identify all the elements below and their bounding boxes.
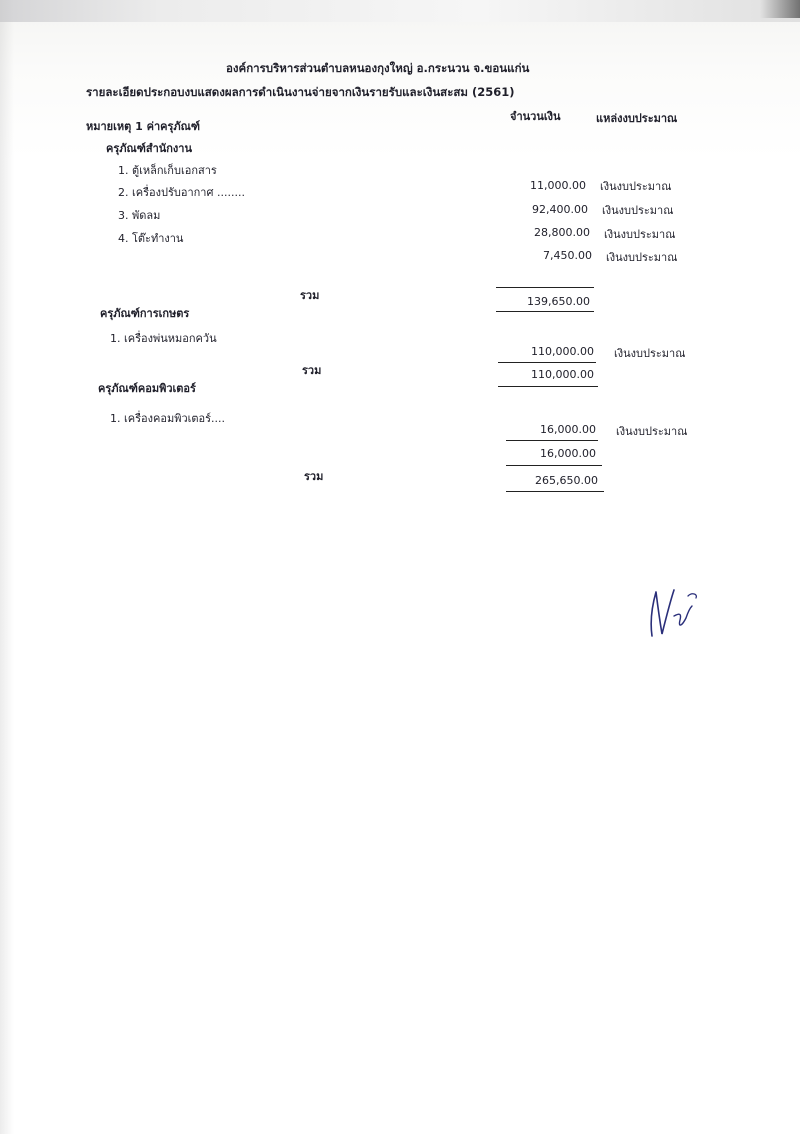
- item-source: เงินงบประมาณ: [616, 425, 688, 438]
- item-amount: 11,000.00: [530, 179, 586, 192]
- report-subtitle: รายละเอียดประกอบงบแสดงผลการดำเนินงานจ่ายจากเงินรายรับและเงินสะสม (2561): [86, 85, 515, 99]
- item-amount: 16,000.00: [540, 423, 596, 436]
- paper-left-shadow: [0, 0, 14, 1134]
- item-label: 4. โต๊ะทำงาน: [118, 232, 184, 245]
- column-header-amount: จำนวนเงิน: [510, 110, 561, 123]
- total-rule-bottom: [498, 386, 598, 387]
- section-total-amount: 139,650.00: [527, 295, 590, 308]
- item-amount: 92,400.00: [532, 203, 588, 216]
- note-heading: หมายเหตุ 1 ค่าครุภัณฑ์: [86, 120, 200, 133]
- grand-total-amount: 265,650.00: [535, 474, 598, 487]
- total-rule-top: [496, 287, 594, 288]
- item-label: 1. เครื่องพ่นหมอกควัน: [110, 332, 217, 345]
- grand-total-rule-bottom: [506, 491, 604, 492]
- paper-top-edge: [0, 0, 800, 22]
- section-title-agriculture: ครุภัณฑ์การเกษตร: [100, 307, 190, 320]
- item-label: 1. เครื่องคอมพิวเตอร์....: [110, 412, 226, 425]
- item-source: เงินงบประมาณ: [600, 180, 672, 193]
- section-title-computer: ครุภัณฑ์คอมพิวเตอร์: [98, 382, 196, 395]
- handwritten-signature: [640, 582, 720, 642]
- section-total-label: รวม: [302, 364, 322, 377]
- total-rule-top: [498, 362, 596, 363]
- grand-total-rule-top: [506, 465, 602, 466]
- section-title-office: ครุภัณฑ์สำนักงาน: [106, 142, 192, 155]
- item-amount: 110,000.00: [531, 345, 594, 358]
- item-source: เงินงบประมาณ: [606, 251, 678, 264]
- section-total-amount: 16,000.00: [540, 447, 596, 460]
- item-source: เงินงบประมาณ: [614, 347, 686, 360]
- paper-corner-shadow: [760, 0, 800, 18]
- item-source: เงินงบประมาณ: [604, 228, 676, 241]
- column-header-source: แหล่งงบประมาณ: [596, 112, 678, 125]
- item-label: 3. พัดลม: [118, 209, 161, 222]
- section-total-amount: 110,000.00: [531, 368, 594, 381]
- item-amount: 28,800.00: [534, 226, 590, 239]
- org-title: องค์การบริหารส่วนตำบลหนองกุงใหญ่ อ.กระนวน จ.ขอนแก่น: [226, 61, 530, 75]
- item-label: 1. ตู้เหล็กเก็บเอกสาร: [118, 164, 217, 177]
- total-rule-bottom: [496, 311, 594, 312]
- section-total-label: รวม: [300, 289, 320, 302]
- grand-total-label: รวม: [304, 470, 324, 483]
- subtotal-rule: [506, 440, 598, 441]
- item-amount: 7,450.00: [543, 249, 592, 262]
- item-label: 2. เครื่องปรับอากาศ ........: [118, 186, 245, 199]
- item-source: เงินงบประมาณ: [602, 204, 674, 217]
